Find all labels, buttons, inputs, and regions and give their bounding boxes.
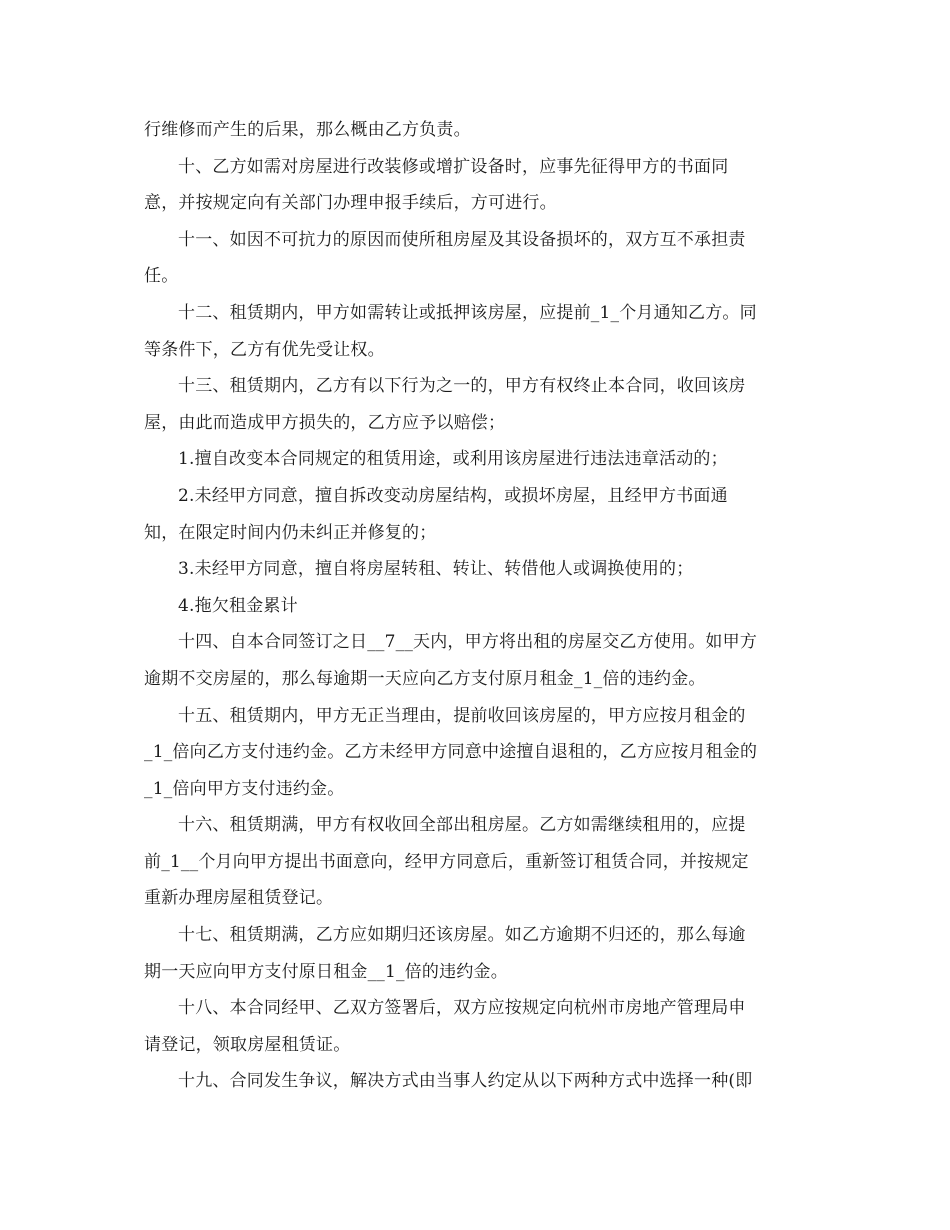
text-line: _1_倍向甲方支付违约金。 [144,778,345,799]
text-line: 十五、租赁期内，甲方无正当理由，提前收回该房屋的，甲方应按月租金的 [178,705,746,726]
text-line: 重新办理房屋租赁登记。 [144,888,334,909]
text-line: 逾期不交房屋的，那么每逾期一天应向乙方支付原月租金_1_倍的违约金。 [144,668,706,689]
text-line: 十一、如因不可抗力的原因而使所租房屋及其设备损坏的，双方互不承担责 [178,229,746,250]
text-line: 十九、合同发生争议，解决方式由当事人约定从以下两种方式中选择一种(即 [178,1071,753,1092]
text-line: 知，在限定时间内仍未纠正并修复的； [144,522,437,543]
text-line: 前_1__个月向甲方提出书面意向，经甲方同意后，重新签订租赁合同，并按规定 [144,851,749,872]
text-line: 2.未经甲方同意，擅自拆改变动房屋结构，或损坏房屋，且经甲方书面通 [178,485,728,506]
text-line: 等条件下，乙方有优先受让权。 [144,339,385,360]
text-line: 1.擅自改变本合同规定的租赁用途，或利用该房屋进行违法违章活动的； [178,449,728,470]
text-line: 请登记，领取房屋租赁证。 [144,1034,351,1055]
text-line: 十八、本合同经甲、乙双方签署后，双方应按规定向杭州市房地产管理局申 [178,998,746,1019]
text-line: 行维修而产生的后果，那么概由乙方负责。 [144,120,471,140]
text-line: 十四、自本合同签订之日__7__天内，甲方将出租的房屋交乙方使用。如甲方 [178,632,758,653]
text-line: 十二、租赁期内，甲方如需转让或抵押该房屋，应提前_1_个月通知乙方。同 [178,302,757,323]
text-line: 十七、租赁期满，乙方应如期归还该房屋。如乙方逾期不归还的，那么每逾 [178,925,746,946]
text-line: 3.未经甲方同意，擅自将房屋转租、转让、转借他人或调换使用的； [178,559,694,580]
text-line: 十六、租赁期满，甲方有权收回全部出租房屋。乙方如需继续租用的，应提 [178,815,746,836]
text-line: 4.拖欠租金累计 [178,595,298,616]
contract-text [144,112,809,1100]
text-line: 屋，由此而造成甲方损失的，乙方应予以赔偿； [144,412,506,433]
text-line: 十、乙方如需对房屋进行改装修或增扩设备时，应事先征得甲方的书面同 [178,156,729,177]
text-line: 期一天应向甲方支付原日租金__1_倍的违约金。 [144,961,508,982]
text-line: 意，并按规定向有关部门办理申报手续后，方可进行。 [144,193,557,214]
text-line: _1_倍向乙方支付违约金。乙方未经甲方同意中途擅自退租的，乙方应按月租金的 [144,742,758,763]
text-line: 十三、租赁期内，乙方有以下行为之一的，甲方有权终止本合同，收回该房 [178,376,746,397]
text-line: 任。 [144,266,179,287]
